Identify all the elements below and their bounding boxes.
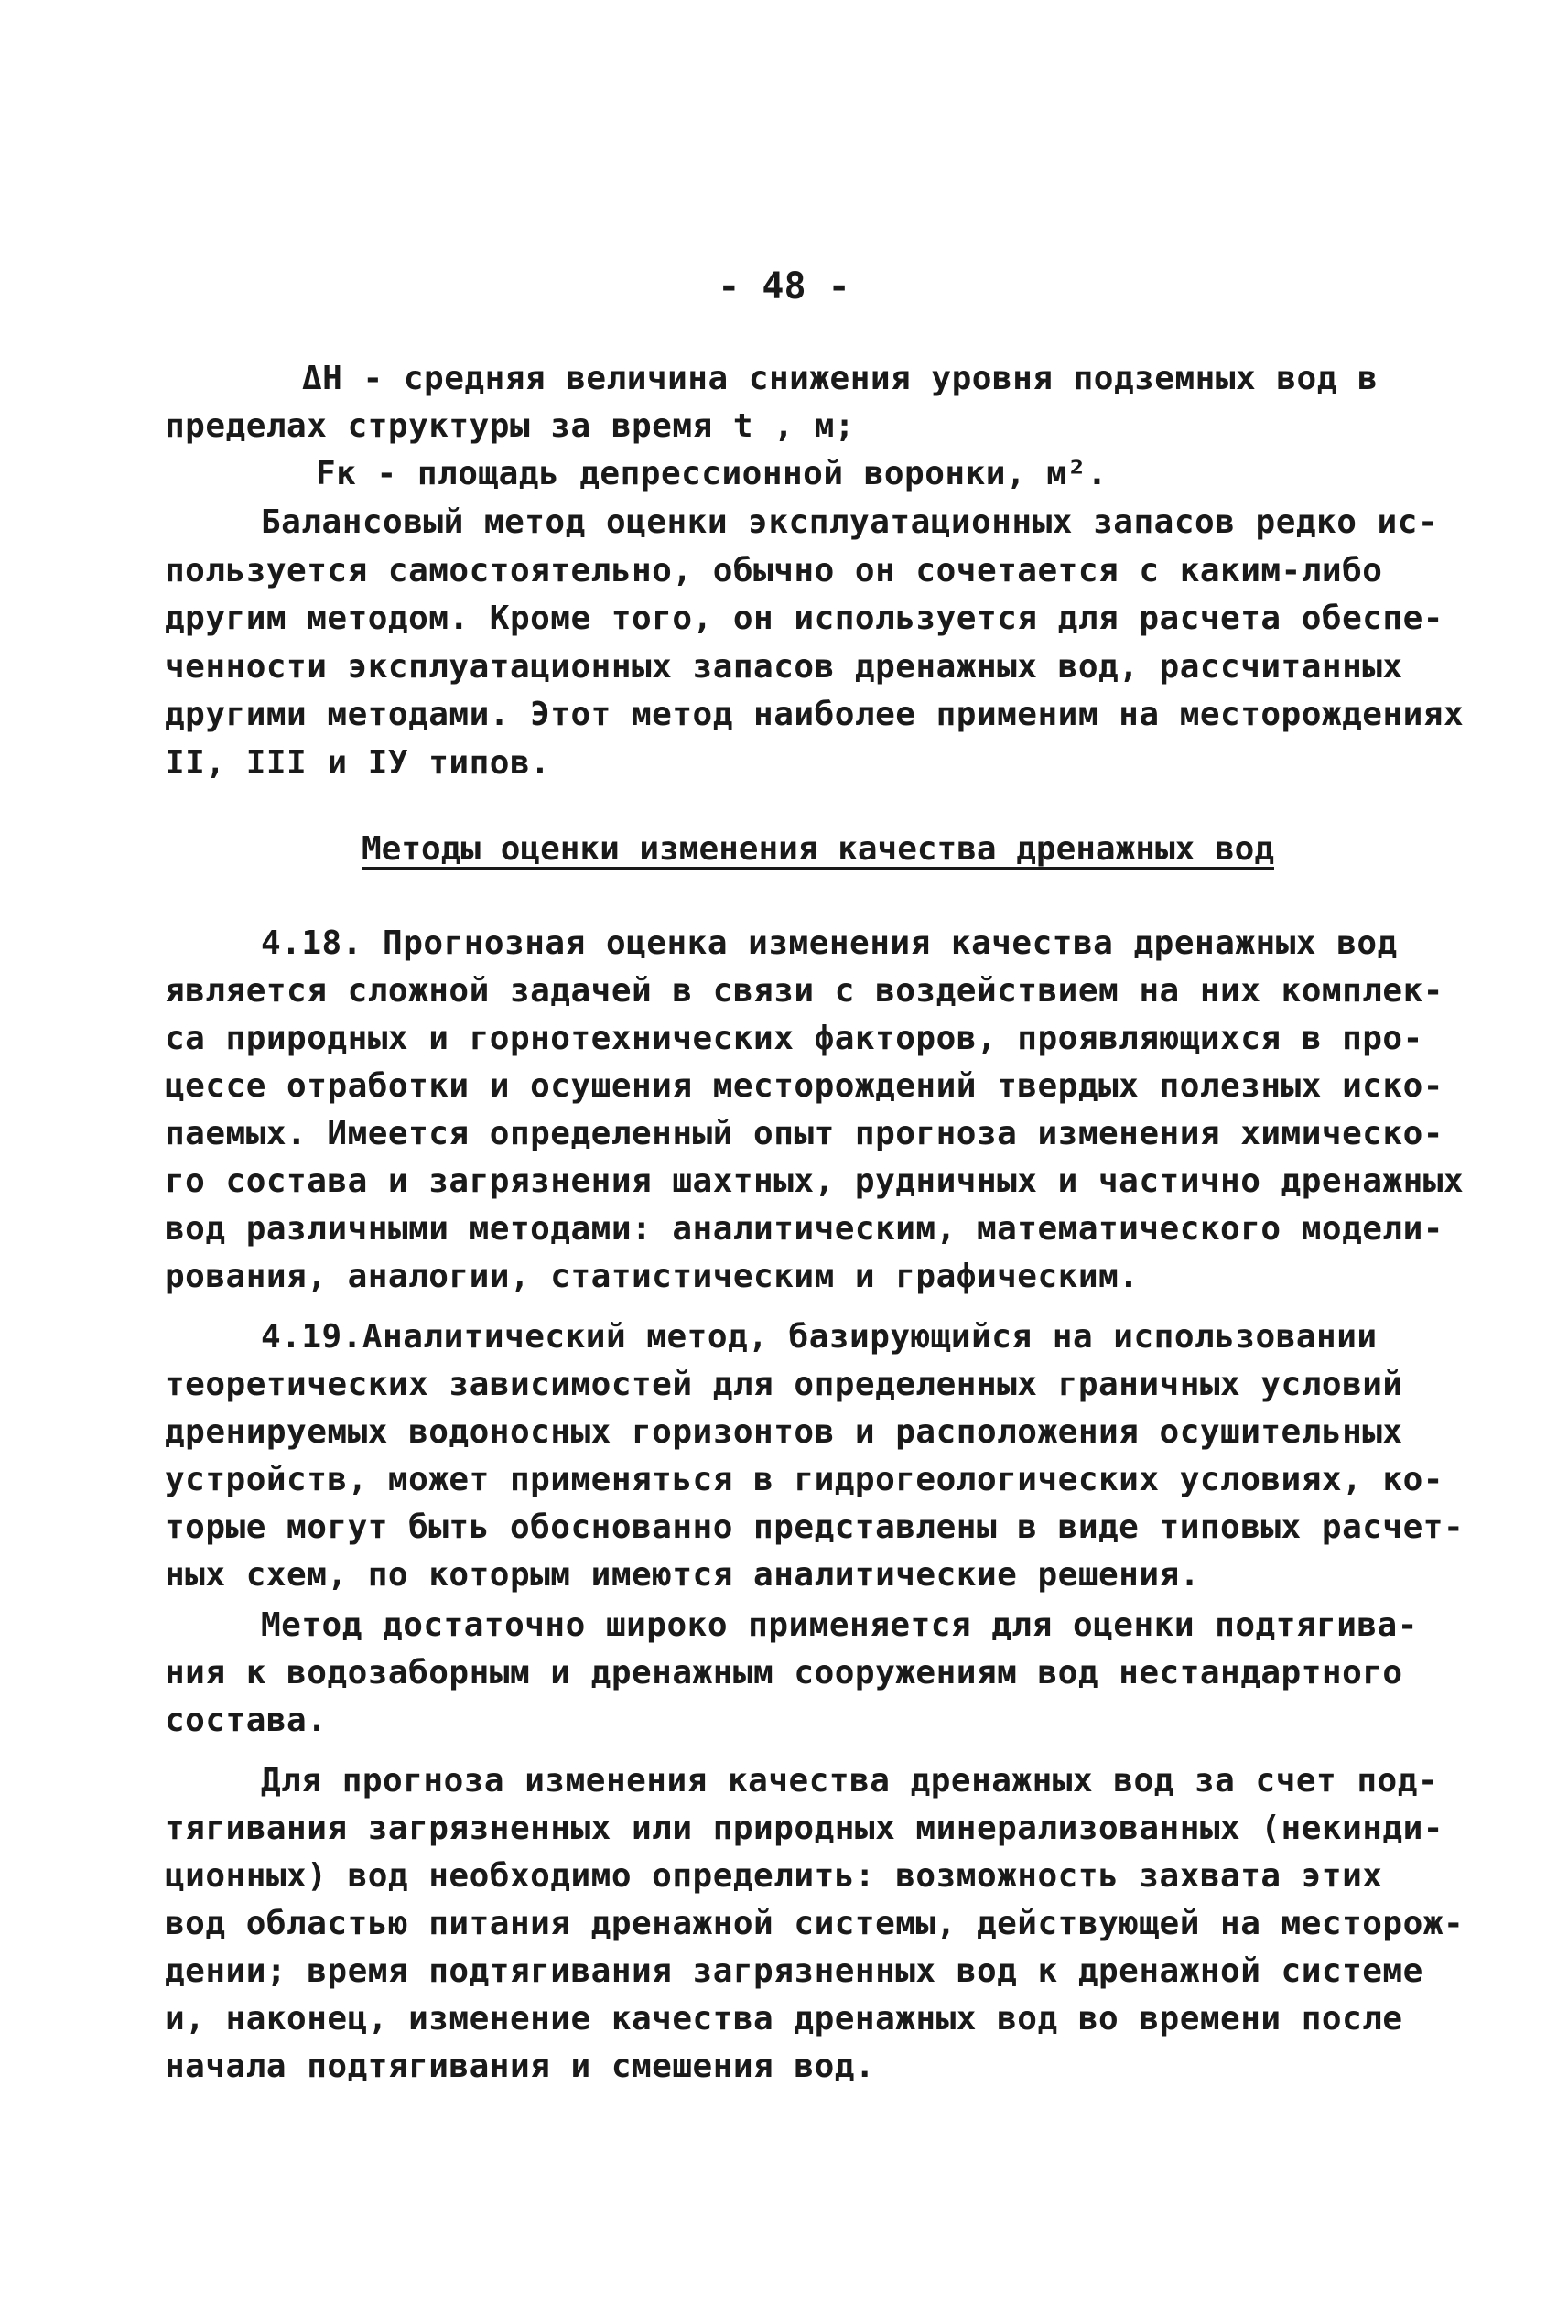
definition-delta-h-line-2: пределах структуры за время t , м; bbox=[165, 407, 855, 445]
para-4-18-line-2: является сложной задачей в связи с воздействием на них комплек- bbox=[165, 972, 1444, 1010]
para-balance-line-4: ченности эксплуатационных запасов дренажных вод, рассчитанных bbox=[165, 648, 1403, 686]
section-heading: Методы оценки изменения качества дренажных вод bbox=[362, 830, 1274, 868]
para-balance-line-6: II, III и IУ типов. bbox=[165, 744, 551, 782]
para-4-19-line-2: теоретических зависимостей для определенных граничных условий bbox=[165, 1366, 1403, 1403]
para-method-line-2: ния к водозаборным и дренажным сооружениям вод нестандартного bbox=[165, 1654, 1403, 1692]
page-number: - 48 - bbox=[718, 265, 850, 308]
para-method-line-1: Метод достаточно широко применяется для оценки подтягива- bbox=[261, 1606, 1418, 1644]
para-forecast-line-1: Для прогноза изменения качества дренажных вод за счет под- bbox=[261, 1762, 1439, 1800]
para-4-18-line-1: 4.18. Прогнозная оценка изменения качества дренажных вод bbox=[261, 924, 1398, 962]
para-balance-line-2: пользуется самостоятельно, обычно он сочетается с каким-либо bbox=[165, 552, 1383, 589]
para-4-19-line-4: устройств, может применяться в гидрогеологических условиях, ко- bbox=[165, 1461, 1444, 1498]
para-forecast-line-3: ционных) вод необходимо определить: возможность захвата этих bbox=[165, 1857, 1383, 1895]
para-4-18-line-5: паемых. Имеется определенный опыт прогноза изменения химическо- bbox=[165, 1115, 1444, 1152]
para-forecast-line-6: и, наконец, изменение качества дренажных вод во времени после bbox=[165, 2000, 1403, 2038]
para-4-18-line-7: вод различными методами: аналитическим, математического модели- bbox=[165, 1210, 1444, 1248]
para-4-18-line-8: рования, аналогии, статистическим и графическим. bbox=[165, 1258, 1140, 1295]
para-forecast-line-4: вод областью питания дренажной системы, действующей на месторож- bbox=[165, 1905, 1465, 1942]
para-4-18-line-3: са природных и горнотехнических факторов, проявляющихся в про- bbox=[165, 1020, 1423, 1057]
para-balance-line-5: другими методами. Этот метод наиболее применим на месторождениях bbox=[165, 696, 1465, 733]
para-4-19-line-3: дренируемых водоносных горизонтов и расположения осушительных bbox=[165, 1413, 1403, 1451]
para-4-18-line-6: го состава и загрязнения шахтных, рудничных и частично дренажных bbox=[165, 1162, 1465, 1200]
para-method-line-3: состава. bbox=[165, 1702, 328, 1739]
para-4-19-line-1: 4.19.Аналитический метод, базирующийся на использовании bbox=[261, 1318, 1378, 1356]
para-forecast-line-7: начала подтягивания и смешения вод. bbox=[165, 2048, 876, 2085]
para-balance-line-1: Балансовый метод оценки эксплуатационных запасов редко ис- bbox=[261, 503, 1439, 541]
para-forecast-line-2: тягивания загрязненных или природных минерализованных (некинди- bbox=[165, 1810, 1444, 1847]
para-balance-line-3: другим методом. Кроме того, он используется для расчета обеспе- bbox=[165, 600, 1444, 637]
para-4-19-line-6: ных схем, по которым имеются аналитические решения. bbox=[165, 1556, 1200, 1594]
para-4-19-line-5: торые могут быть обоснованно представлены в виде типовых расчет- bbox=[165, 1508, 1465, 1546]
para-forecast-line-5: дении; время подтягивания загрязненных вод к дренажной системе bbox=[165, 1952, 1423, 1990]
definition-delta-h-line-1: ΔH - средняя величина снижения уровня подземных вод в bbox=[302, 360, 1379, 397]
para-4-18-line-4: цессе отработки и осушения месторождений твердых полезных иско- bbox=[165, 1067, 1444, 1105]
definition-fr: Fк - площадь депрессионной воронки, м². bbox=[316, 455, 1108, 492]
